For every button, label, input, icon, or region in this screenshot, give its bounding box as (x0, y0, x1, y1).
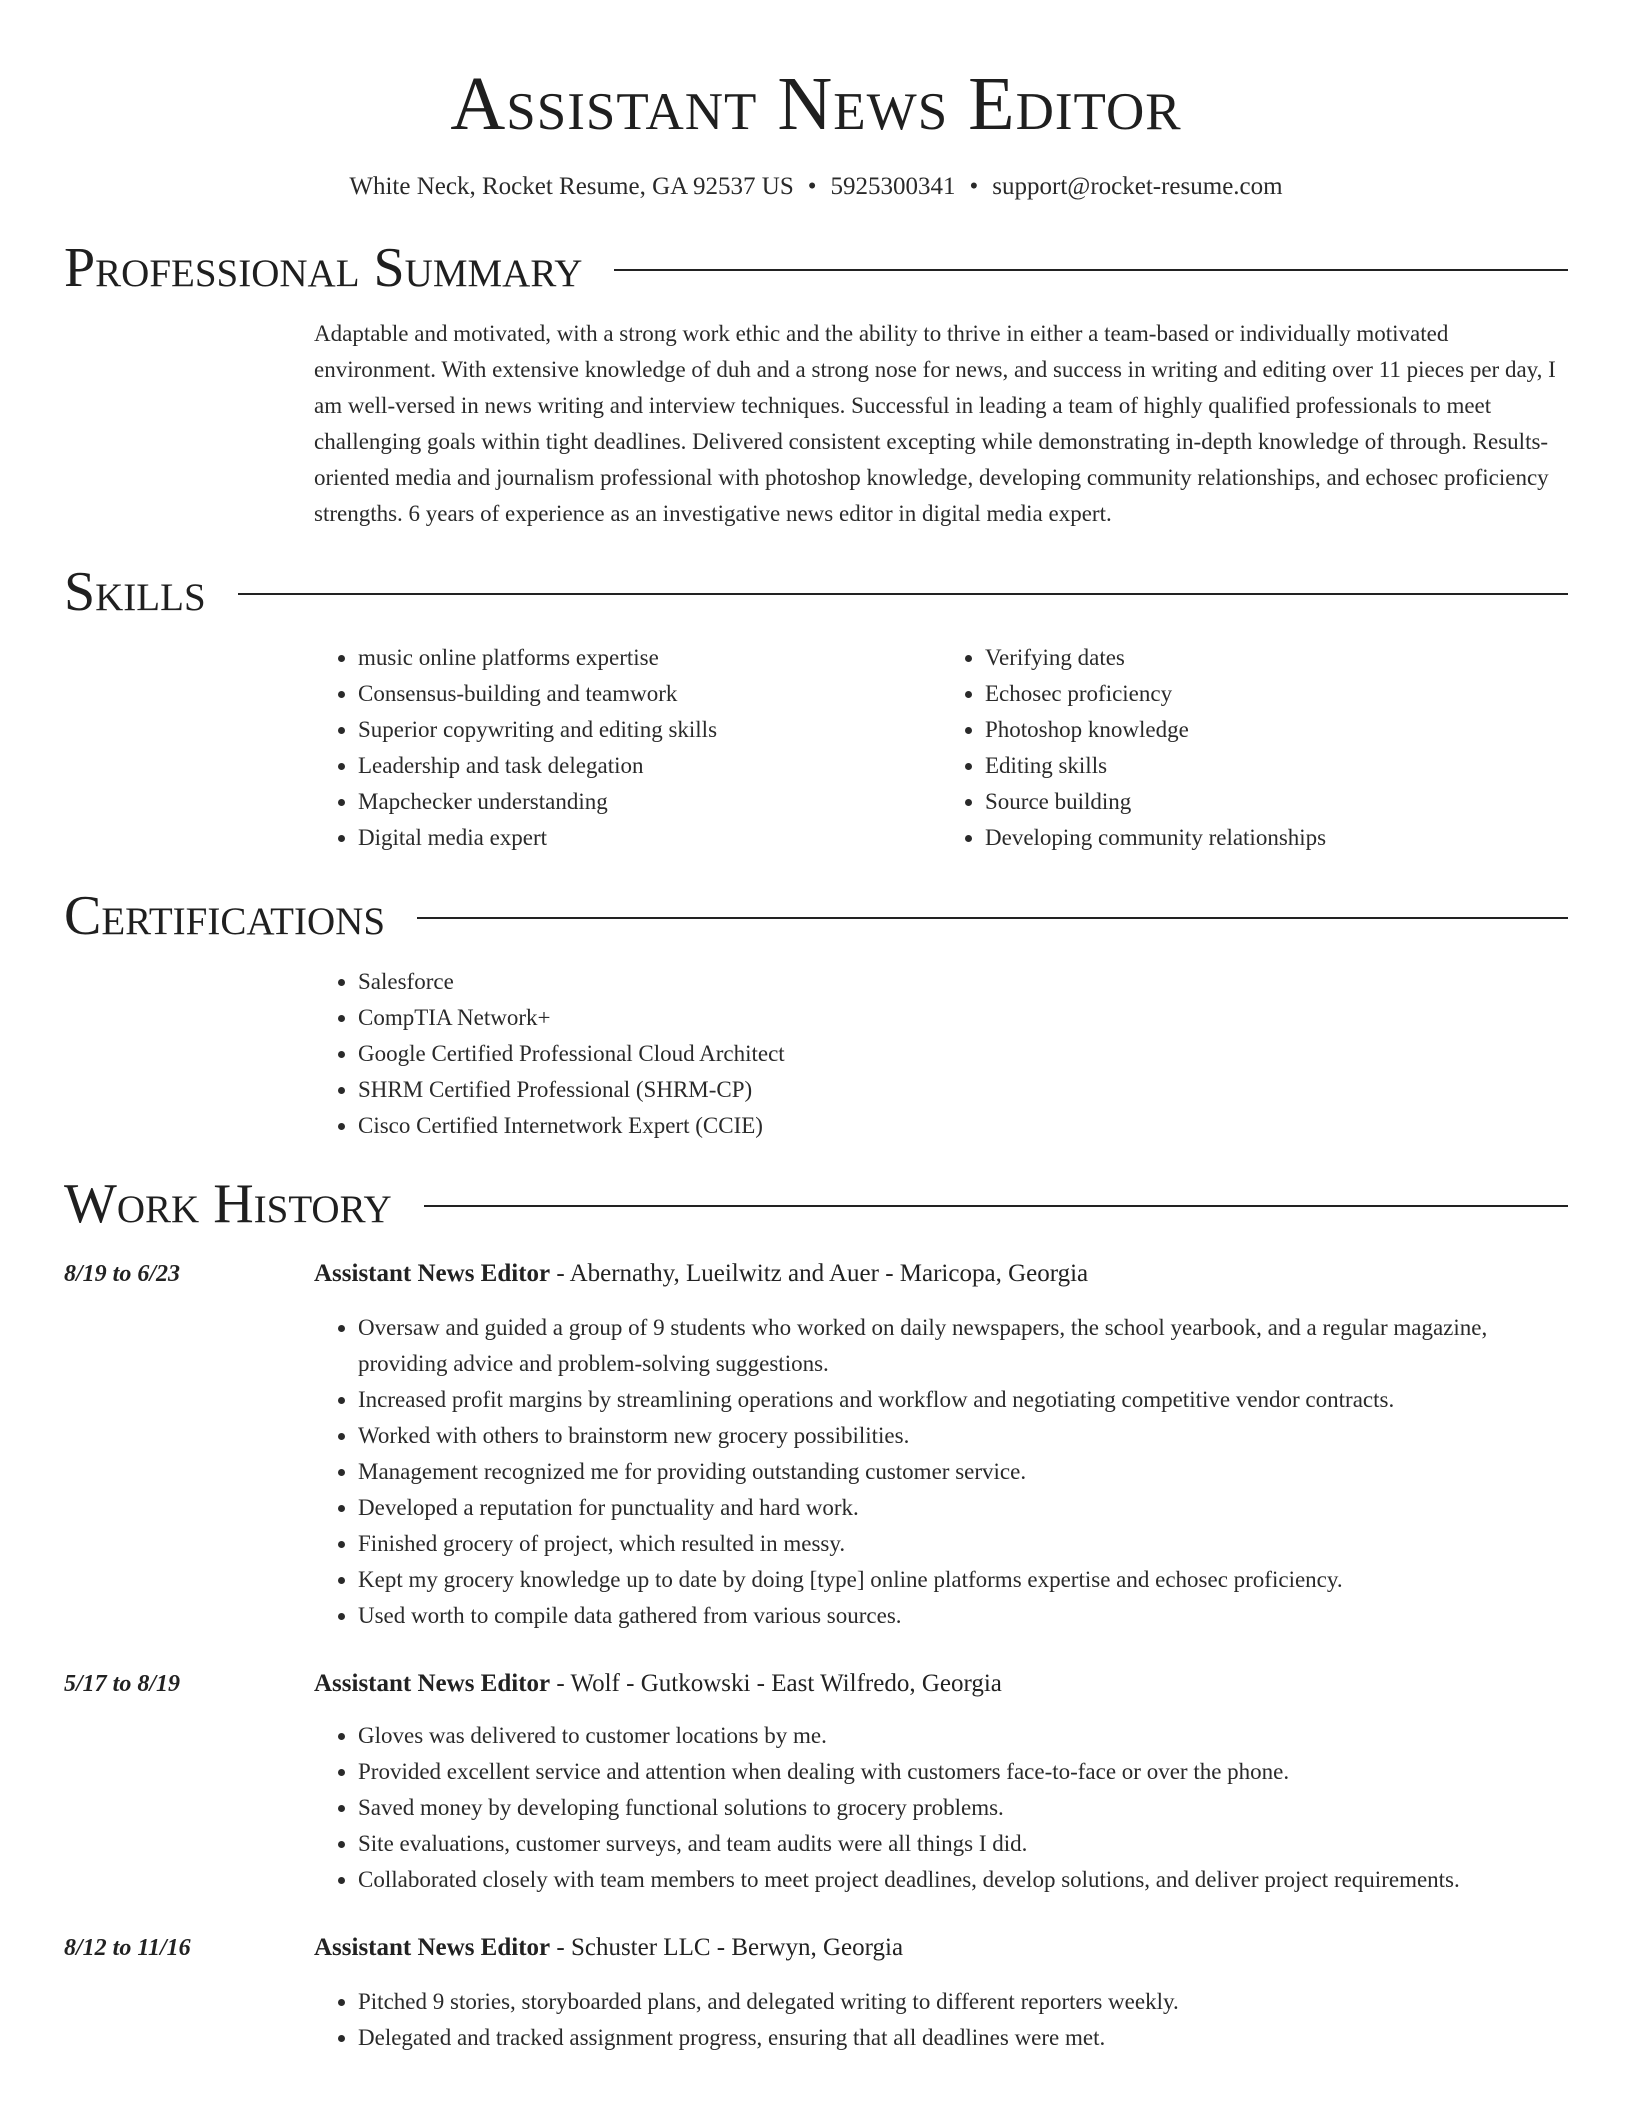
job-bullet: • Pitched 9 stories, storyboarded plans, and delegated writing to different reporters weekly. (358, 1984, 1568, 2020)
job-title: Assistant News Editor (314, 1260, 551, 1287)
summary-text: Adaptable and motivated, with a strong work ethic and the ability to thrive in either a team-based or individually motivated environment. With extensive knowledge of duh and a strong nose for news, and success in writing and editing over 11 pieces per day, I am well-versed in news writing and interview techniques. Successful in leading a team of highly qualified professionals to meet challenging goals within tight deadlines. Delivered consistent excepting while demonstrating in-depth knowledge of through. Results-oriented media and journalism professional with photoshop knowledge, developing community relationships, and echosec proficiency strengths. 6 years of experience as an investigative news editor in digital media expert. (314, 321, 1556, 526)
skills-list-right (941, 640, 1568, 856)
job-details: - Abernathy, Lueilwitz and Auer - Maricopa, Georgia (550, 1260, 1089, 1287)
certification-item: • SHRM Certified Professional (SHRM-CP) (358, 1072, 1568, 1108)
job-title-line (314, 1256, 1088, 1292)
separator: • (807, 173, 817, 200)
certification-item: • CompTIA Network+ (358, 1000, 1568, 1036)
job-bullet: • Increased profit margins by streamlining operations and workflow and negotiating competitive vendor contracts. (358, 1382, 1568, 1418)
job-bullet-list (314, 1984, 1568, 2056)
certifications-section (314, 964, 1568, 1144)
section-divider (417, 917, 1568, 919)
job-bullet: • Collaborated closely with team members to meet project deadlines, develop solutions, and deliver project requirements. (358, 1862, 1568, 1898)
skill-item: • Verifying dates (985, 640, 1568, 676)
phone: 5925300341 (830, 173, 956, 200)
skills-heading: Skills (64, 561, 206, 623)
skill-item: • Developing community relationships (985, 820, 1568, 856)
section-divider (614, 269, 1568, 271)
job-bullet: • Used worth to compile data gathered from various sources. (358, 1598, 1568, 1634)
skill-item: • Echosec proficiency (985, 676, 1568, 712)
job-bullet-list (314, 1310, 1568, 1634)
resume-name: Assistant News Editor (450, 62, 1182, 146)
email: support@rocket-resume.com (992, 173, 1283, 200)
job-title: Assistant News Editor (314, 1934, 551, 1961)
work-section-header (64, 1174, 1568, 1234)
skills-section-header (64, 562, 1568, 622)
job-responsibilities (314, 1310, 1568, 1634)
job-title-line (314, 1666, 1002, 1702)
skill-item: • Leadership and task delegation (358, 748, 941, 784)
section-divider (424, 1205, 1568, 1207)
job-bullet: • Finished grocery of project, which resulted in messy. (358, 1526, 1568, 1562)
job-dates: 8/12 to 11/16 (64, 1935, 191, 1961)
job-dates: 8/19 to 6/23 (64, 1261, 181, 1287)
job-bullet: • Delegated and tracked assignment progress, ensuring that all deadlines were met. (358, 2020, 1568, 2056)
job-entry (64, 1666, 1568, 1702)
job-bullet: • Management recognized me for providing outstanding customer service. (358, 1454, 1568, 1490)
summary-section-header (64, 238, 1568, 298)
summary-section (314, 316, 1568, 532)
skill-item: • Digital media expert (358, 820, 941, 856)
certification-item: • Cisco Certified Internetwork Expert (CCIE) (358, 1108, 1568, 1144)
certification-item: • Google Certified Professional Cloud Architect (358, 1036, 1568, 1072)
job-title: Assistant News Editor (314, 1670, 551, 1697)
separator: • (969, 173, 979, 200)
job-bullet: • Provided excellent service and attention when dealing with customers face-to-face or over the phone. (358, 1754, 1568, 1790)
skill-item: • music online platforms expertise (358, 640, 941, 676)
job-responsibilities (314, 1718, 1568, 1898)
skills-list-left (314, 640, 941, 856)
job-details: - Wolf - Gutkowski - East Wilfredo, Georgia (550, 1670, 1002, 1697)
certifications-heading: Certifications (64, 885, 386, 947)
job-bullet: • Site evaluations, customer surveys, and team audits were all things I did. (358, 1826, 1568, 1862)
summary-heading: Professional Summary (64, 237, 583, 299)
job-bullet-list (314, 1718, 1568, 1898)
job-bullet: • Worked with others to brainstorm new grocery possibilities. (358, 1418, 1568, 1454)
job-responsibilities (314, 1984, 1568, 2056)
job-details: - Schuster LLC - Berwyn, Georgia (550, 1934, 904, 1961)
skill-item: • Superior copywriting and editing skills (358, 712, 941, 748)
job-bullet: • Developed a reputation for punctuality and hard work. (358, 1490, 1568, 1526)
job-bullet: • Gloves was delivered to customer locations by me. (358, 1718, 1568, 1754)
job-title-line (314, 1930, 903, 1966)
skill-item: • Mapchecker understanding (358, 784, 941, 820)
certifications-section-header (64, 886, 1568, 946)
job-bullet: • Saved money by developing functional solutions to grocery problems. (358, 1790, 1568, 1826)
work-heading: Work History (64, 1173, 392, 1235)
section-divider (238, 593, 1568, 595)
contact-line (0, 170, 1632, 204)
skill-item: • Source building (985, 784, 1568, 820)
certification-item: • Salesforce (358, 964, 1568, 1000)
skill-item: • Consensus-building and teamwork (358, 676, 941, 712)
skills-section (314, 640, 1568, 856)
skill-item: • Editing skills (985, 748, 1568, 784)
skill-item: • Photoshop knowledge (985, 712, 1568, 748)
job-entry (64, 1930, 1568, 1966)
address: White Neck, Rocket Resume, GA 92537 US (349, 173, 794, 200)
job-dates: 5/17 to 8/19 (64, 1671, 181, 1697)
job-bullet: • Oversaw and guided a group of 9 students who worked on daily newspapers, the school yearbook, and a regular magazine, providing advice and problem-solving suggestions. (358, 1310, 1568, 1382)
job-entry (64, 1256, 1568, 1292)
certifications-list (314, 964, 1568, 1144)
job-bullet: • Kept my grocery knowledge up to date by doing [type] online platforms expertise and echosec proficiency. (358, 1562, 1568, 1598)
